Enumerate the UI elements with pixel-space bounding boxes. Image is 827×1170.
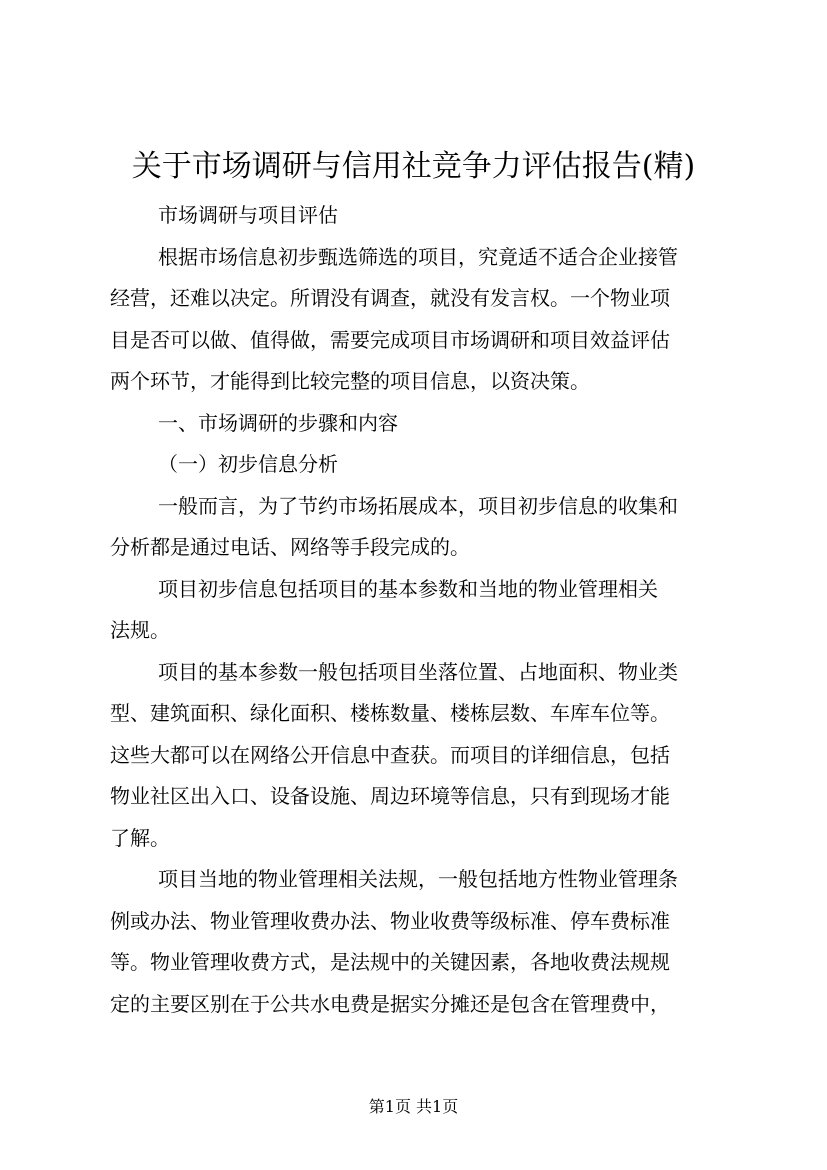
text-line: 法规。 — [110, 618, 170, 642]
text-line: 了解。 — [110, 825, 170, 850]
text-line: （一）初步信息分析 — [158, 452, 338, 476]
text-line: 项目的基本参数一般包括项目坐落位置、占地面积、物业类 — [158, 659, 678, 684]
document-title: 关于市场调研与信用社竞争力评估报告(精) — [131, 149, 696, 184]
text-line: 市场调研与项目评估 — [158, 203, 338, 227]
page-footer: 第1页 共1页 — [368, 1097, 459, 1116]
text-line: 型、建筑面积、绿化面积、楼栋数量、楼栋层数、车库车位等。 — [110, 701, 670, 725]
text-line: 两个环节，才能得到比较完整的项目信息，以资决策。 — [110, 369, 590, 393]
text-line: 一般而言，为了节约市场拓展成本，项目初步信息的收集和 — [158, 493, 678, 518]
text-line: 定的主要区别在于公共水电费是据实分摊还是包含在管理费中， — [110, 991, 670, 1016]
document-body — [110, 195, 722, 1025]
text-line: 目是否可以做、值得做，需要完成项目市场调研和项目效益评估 — [110, 327, 670, 352]
text-line: 这些大都可以在网络公开信息中查获。而项目的详细信息，包括 — [110, 742, 670, 767]
text-line: 项目当地的物业管理相关法规，一般包括地方性物业管理条 — [158, 867, 678, 891]
text-line: 物业社区出入口、设备设施、周边环境等信息，只有到现场才能 — [110, 784, 670, 808]
text-line: 根据市场信息初步甄选筛选的项目，究竟适不适合企业接管 — [158, 244, 678, 269]
text-line: 分析都是通过电话、网络等手段完成的。 — [110, 535, 470, 559]
text-line: 一、市场调研的步骤和内容 — [158, 410, 398, 435]
text-line: 例或办法、物业管理收费办法、物业收费等级标准、停车费标准 — [110, 908, 670, 933]
text-line: 经营，还难以决定。所谓没有调查，就没有发言权。一个物业项 — [110, 286, 670, 310]
text-line: 项目初步信息包括项目的基本参数和当地的物业管理相关 — [158, 576, 658, 601]
text-line: 等。物业管理收费方式，是法规中的关键因素，各地收费法规规 — [110, 950, 670, 974]
